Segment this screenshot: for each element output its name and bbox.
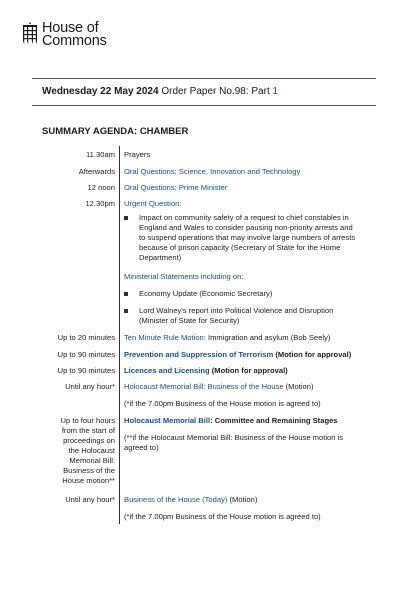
time-line: from the start of	[61, 426, 115, 435]
holocaust-committee-link[interactable]: Holocaust Memorial Bill	[124, 416, 211, 425]
urgent-question-label[interactable]: Urgent Question:	[124, 199, 182, 208]
urgent-question-item: Impact on community safety of a request to chief constables in England and Wales to consider pausing non-priority arrests and to suspend operations that may involve large numbers of arrests because of prison capacity (Secretary of State for the Home Department)	[139, 213, 356, 262]
holocaust-committee-note: (**if the Holocaust Memorial Bill: Business of the House motion is agreed to)	[124, 433, 344, 452]
ten-minute-rule-link[interactable]: Ten Minute Rule Motion	[124, 333, 204, 342]
holocaust-boh-note: (*if the 7.00pm Business of the House motion is agreed to)	[124, 399, 321, 408]
holocaust-boh-link[interactable]: Holocaust Memorial Bill: Business of the House	[124, 382, 284, 391]
terrorism-link[interactable]: Prevention and Suppression of Terrorism	[124, 350, 274, 359]
sitting-date: Wednesday 22 May 2024	[42, 86, 159, 97]
bottom-rule	[32, 105, 376, 106]
time-line: Memorial Bill:	[69, 456, 115, 465]
time-line: House motion**	[62, 476, 115, 485]
business-of-house-row	[124, 495, 360, 505]
time-line: Business of the	[63, 466, 115, 475]
urgent-question-time: 12.30pm	[85, 199, 115, 208]
time-line: Up to four hours	[60, 416, 115, 425]
time-line: the Holocaust	[68, 446, 115, 455]
oral-questions-science-link[interactable]: Oral Questions: Science, Innovation and Technology	[124, 167, 301, 176]
terrorism-row	[124, 350, 360, 360]
ministerial-statement-item-2: Lord Walney's report into Political Violence and Disruption (Minister of State for Security)	[139, 306, 334, 325]
ministerial-statements-label[interactable]: Ministerial Statements including on:	[124, 272, 244, 281]
prayers-time: 11.30am	[86, 150, 115, 159]
holocaust-boh-time: Until any hour*	[65, 382, 115, 391]
holocaust-boh-detail: (Motion)	[283, 382, 314, 391]
business-of-house-note: (*if the 7.00pm Business of the House motion is agreed to)	[124, 512, 321, 521]
logo-text	[42, 22, 107, 47]
business-of-house-link[interactable]: Business of the House (Today)	[124, 495, 228, 504]
oral-questions-2-time: 12 noon	[87, 183, 115, 192]
licences-detail: (Motion for approval)	[209, 366, 288, 375]
bullet-icon	[124, 292, 128, 296]
business-of-house-time: Until any hour*	[65, 495, 115, 504]
logo-line-1: House of	[42, 20, 99, 36]
business-of-house-detail: (Motion)	[227, 495, 258, 504]
bullet-icon	[124, 216, 128, 220]
portcullis-icon	[21, 22, 39, 44]
part-number: 1	[272, 86, 279, 97]
licences-row	[124, 366, 360, 376]
ten-minute-rule-detail: : Immigration and asylum (Bob Seely)	[203, 333, 331, 342]
logo-line-2: Commons	[42, 32, 107, 49]
order-paper-number: Order Paper No.98: Part	[161, 86, 270, 97]
terrorism-time: Up to 90 minutes	[57, 350, 115, 359]
licences-link[interactable]: Licences and Licensing	[124, 366, 210, 375]
bullet-icon	[124, 309, 128, 313]
ten-minute-rule-row	[124, 333, 360, 343]
ministerial-statement-item-1: Economy Update (Economic Secretary)	[139, 289, 273, 298]
order-paper-heading	[42, 87, 278, 97]
top-rule	[32, 78, 376, 79]
licences-time: Up to 90 minutes	[57, 366, 115, 375]
prayers-item: Prayers	[124, 150, 151, 159]
holocaust-committee-row	[124, 416, 360, 426]
ten-minute-rule-time: Up to 20 minutes	[57, 333, 115, 342]
time-line: proceedings on	[63, 436, 115, 445]
house-of-commons-logo	[21, 22, 107, 47]
holocaust-committee-time	[25, 416, 115, 486]
agenda-divider	[119, 146, 120, 524]
oral-questions-1-time: Afterwards	[78, 167, 115, 176]
holocaust-committee-detail: : Committee and Remaining Stages	[210, 416, 338, 425]
holocaust-boh-row	[124, 382, 360, 392]
terrorism-detail: (Motion for approval)	[273, 350, 352, 359]
oral-questions-pm-link[interactable]: Oral Questions: Prime Minister	[124, 183, 228, 192]
summary-agenda-title: SUMMARY AGENDA: CHAMBER	[42, 126, 189, 137]
